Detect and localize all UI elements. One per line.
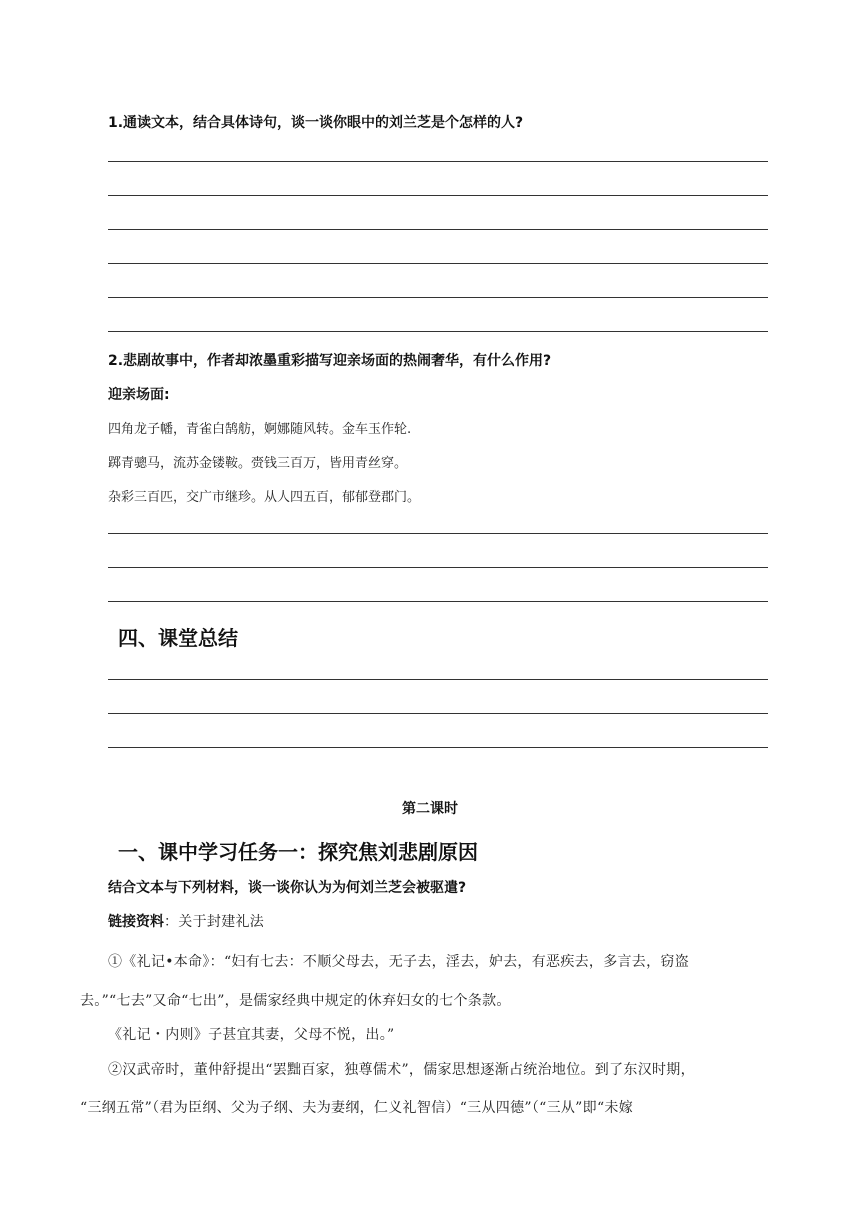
answer-line — [108, 567, 768, 568]
answer-line — [108, 331, 768, 332]
scene-label: 迎亲场面: — [108, 387, 170, 403]
poem-line: 四角龙子幡，青雀白鹄舫，婀娜随风转。金车玉作轮. — [108, 422, 412, 437]
lesson-title: 第二课时 — [402, 801, 458, 817]
poem-line: 杂彩三百匹，交广市继珍。从人四五百，郁郁登郡门。 — [108, 490, 421, 505]
question-2: 2.悲剧故事中，作者却浓墨重彩描写迎亲场面的热闹奢华，有什么作用? — [108, 353, 552, 369]
answer-line — [108, 533, 768, 534]
answer-line — [108, 297, 768, 298]
link-text: ：关于封建礼法 — [164, 914, 265, 930]
answer-line — [108, 747, 768, 748]
answer-line — [108, 713, 768, 714]
answer-line — [108, 679, 768, 680]
paragraph-line: 去。”“七去”又命“七出”，是儒家经典中规定的休弃妇女的七个条款。 — [80, 993, 511, 1009]
answer-line — [108, 161, 768, 162]
task-prompt: 结合文本与下列材料，谈一谈你认为为何刘兰芝会被驱遣? — [108, 880, 467, 896]
question-1: 1.通读文本，结合具体诗句，谈一谈你眼中的刘兰芝是个怎样的人? — [108, 115, 524, 131]
answer-line — [108, 601, 768, 602]
section-heading: 一、课中学习任务一：探究焦刘悲剧原因 — [118, 840, 478, 864]
answer-line — [108, 195, 768, 196]
paragraph-line: “三纲五常”（君为臣纲、父为子纲、夫为妻纲，仁义礼智信）“三从四德”（“三从”即“未嫁 — [80, 1100, 633, 1116]
poem-line: 踯青骢马，流苏金镂鞍。赍钱三百万，皆用青丝穿。 — [108, 456, 408, 471]
section-heading: 四、课堂总结 — [118, 626, 238, 650]
paragraph-line: 《礼记・内则》子甚宜其妻，父母不悦，出。” — [108, 1027, 395, 1043]
link-materials — [108, 911, 264, 931]
paragraph-line: ②汉武帝时，董仲舒提出“罢黜百家，独尊儒术”，儒家思想逐渐占统治地位。到了东汉时期， — [108, 1062, 695, 1078]
answer-line — [108, 263, 768, 264]
answer-line — [108, 229, 768, 230]
paragraph-line: ①《礼记•本命》：“妇有七去：不顺父母去，无子去，淫去，妒去，有恶疾去，多言去，窃盗 — [108, 954, 690, 970]
link-label: 链接资料 — [108, 914, 164, 930]
